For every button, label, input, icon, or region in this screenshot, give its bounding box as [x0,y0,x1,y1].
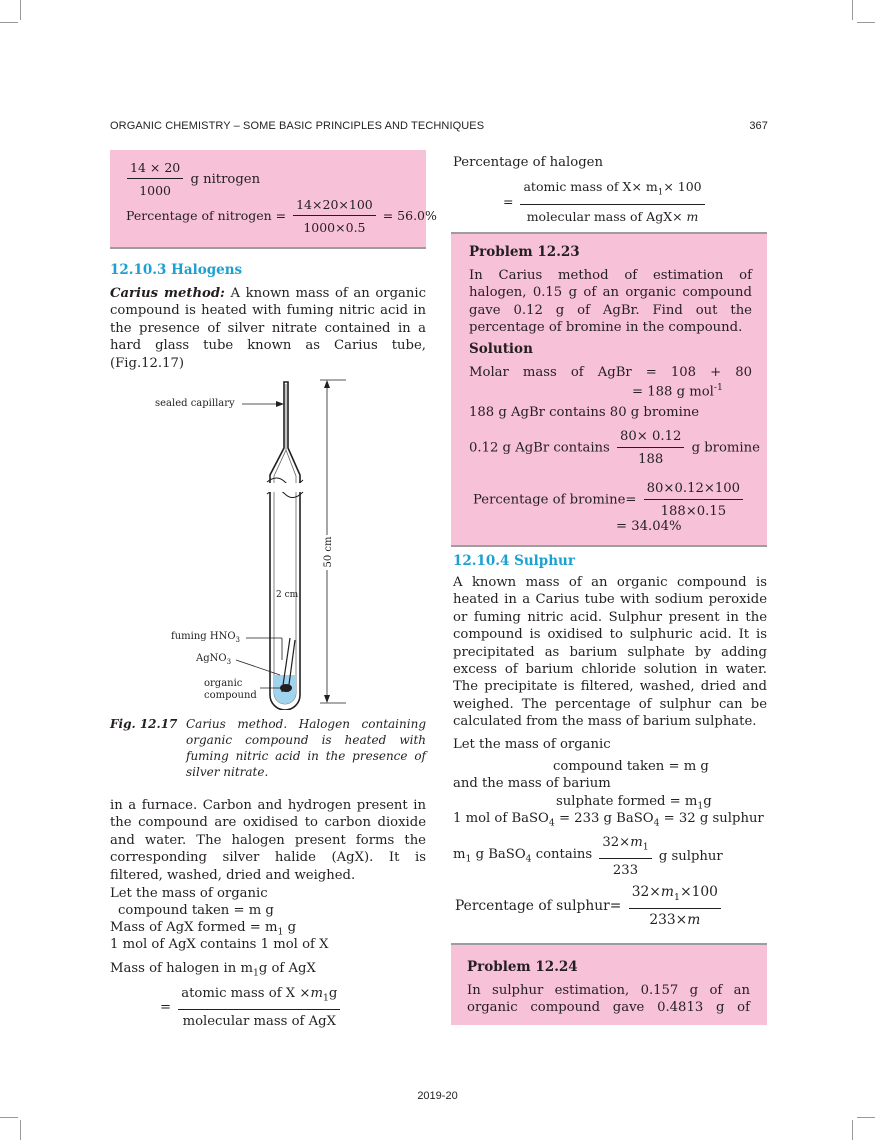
text: contains [531,846,593,862]
crop-mark [0,22,18,23]
text: Mass of halogen in m [110,961,253,976]
fuming-hno3-label [171,631,240,646]
pointer-line [236,660,280,675]
result: = 56.0% [382,207,437,223]
arrowhead [324,380,330,388]
text-line [110,960,316,982]
compound-label: compound [204,690,257,701]
label-text: AgNO [196,653,227,664]
text: g [287,920,297,935]
carius-tube-figure [110,370,426,710]
running-header [110,120,768,132]
bromine-result: = 34.04% [616,519,682,534]
denominator [524,205,702,225]
arrowhead [324,695,330,703]
crop-mark [0,1117,18,1118]
text: = 32 g sulphur [659,811,764,826]
denominator: 233 [612,863,639,879]
solution-heading: Solution [469,341,533,357]
crop-mark [857,1117,875,1118]
arrowhead [276,401,284,407]
fraction [599,834,651,879]
text-line: 1 mol of AgX contains 1 mol of X [110,937,329,952]
fraction [629,884,721,930]
subscript: 1 [465,853,472,865]
text: 233× [649,912,688,929]
fraction [178,985,340,1030]
section-heading-halogens: 12.10.3 Halogens [110,262,243,278]
tube-outline [270,382,300,710]
sulphur-percentage-line [455,884,724,930]
halogens-paragraph [110,285,426,372]
bromine-mass-line [469,428,760,469]
numerator [599,834,651,859]
problem-title: Problem 12.24 [467,959,578,975]
denominator: molecular mass of AgX [182,1014,336,1030]
text: g [328,986,338,1001]
subscript: 4 [548,817,555,829]
text: g [703,794,712,809]
text: g of AgX [258,961,316,976]
agno3-label [196,653,231,668]
numerator: 80×0.12×100 [644,480,743,500]
text-line: Let the mass of organic [453,737,611,752]
text: 32× [602,835,631,850]
text: × 100 [663,179,702,194]
text: 32× [631,884,661,900]
subscript: 4 [653,817,660,829]
problem-statement: In Carius method of estimation of halogen, 0.15 g of an organic compound gave 0.12 g of AgBr. Find out the percentage of bromine in the compound. [469,268,752,336]
text: ×100 [680,884,718,900]
denominator: 1000×0.5 [303,220,366,236]
text: × m [672,208,699,224]
unit-text: g nitrogen [190,171,261,187]
bromine-percentage-line [473,480,746,521]
nitrogen-result-box [110,150,437,249]
figure-caption-title: Fig. 12.17 [110,717,178,731]
subscript: 1 [642,841,649,853]
subscript: 1 [252,967,259,979]
numerator: 14 × 20 [127,159,183,179]
fraction [617,428,684,469]
numerator [520,178,704,205]
height-label: 50 cm [323,536,334,568]
denominator: 1000 [139,183,172,199]
text: g BaSO [471,846,526,862]
subscript: 1 [322,992,329,1004]
footer-year: 2019-20 [417,1090,458,1102]
text: m [630,835,643,850]
page-number: 367 [749,120,768,132]
text-line: compound taken = m g [118,903,274,918]
text: molecular mass of AgX [526,208,673,224]
denominator: 188×0.15 [660,504,727,520]
text-line: Let the mass of organic [110,886,268,901]
section-heading-sulphur: 12.10.4 Sulphur [453,553,575,569]
nitrogen-percentage-line [126,196,437,237]
organic-label: organic [204,678,243,689]
molar-mass-line: Molar mass of AgBr = 108 + 80 [469,365,752,380]
label: Percentage of bromine= [473,492,637,508]
numerator: 80× 0.12 [617,428,684,448]
width-label: 2 cm [276,590,299,600]
subscript: 1 [697,800,704,812]
subscript: 1 [657,187,664,198]
text: g bromine [691,440,760,456]
text: 1 mol of BaSO [453,811,549,826]
break-gap [268,483,302,492]
text-line: compound taken = m g [553,759,709,774]
numerator: 14×20×100 [293,196,376,216]
sulphur-paragraph: A known mass of an organic compound is heated in a Carius tube with sodium peroxide or fuming nitric acid. Sulphur present in the compound is oxidised to sulphuric acid. It is precipitated as barium sulphate by adding excess of barium chloride solution in water. The precipitate is filtered, washed, dried and weighed. The percentage of sulphur can be calculated from the mass of barium sulphate. [453,575,767,730]
text: m [660,884,674,900]
molar-mass-result [632,379,723,401]
text: = 233 g BaSO [554,811,654,826]
text-line [453,810,764,832]
halogen-percentage-formula: = $\frac{atomic mass of X\times m_1\times 100}{\text{molecular mass of AgX× m}}$ [503,178,708,225]
crop-mark [20,0,21,20]
text: Mass of AgX formed = m [110,920,278,935]
fraction [644,480,743,521]
problem-statement: In sulphur estimation, 0.157 g of an organic compound gave 0.4813 g of [467,983,750,1016]
figure-caption-text: Carius method. Halogen containing organic compound is heated with fuming nitric acid in the presence of silver nitrate. [186,717,426,779]
text: 0.12 g AgBr contains [469,440,610,456]
text: atomic mass of X [181,986,296,1001]
text-line: and the mass of barium [453,776,611,791]
text: m [687,912,701,929]
text: atomic mass of X [523,179,632,194]
halogen-process-paragraph: in a furnace. Carbon and hydrogen present in the compound are oxidised to carbon dioxide and water. The halogen present forms the corresponding silver halide (AgX). It is filtered, washed, dried and weighed. [110,798,426,883]
label: Percentage of sulphur= [455,898,622,915]
problem-12-24-box [451,943,767,1025]
denominator: 188 [638,452,664,468]
contains-line: 188 g AgBr contains 80 g bromine [469,405,700,420]
halogen-mass-formula: = $\frac{atomic mass of X \times m_1g}{\text{molecular mass of AgX}}$ [160,985,343,1030]
fraction [127,159,183,200]
crop-mark [852,1120,853,1140]
sealed-capillary-label: sealed capillary [155,398,235,409]
subscript: 1 [277,926,284,938]
text: m [453,846,466,862]
label-text: fuming HNO [171,631,236,642]
numerator [629,884,721,909]
subscript: 1 [673,891,681,903]
text: = 188 g mol [632,384,714,400]
paragraph-text: A known mass of an organic compound is heated with fuming nitric acid in the presence of silver nitrate contained in a hard glass tube known as Carius tube, (Fig.12.17) [110,286,426,371]
superscript: -1 [713,382,723,393]
text: × m [631,179,658,194]
fraction [293,196,376,237]
subscript: 3 [235,636,240,644]
crop-mark [852,0,853,20]
nitrogen-mass-line [124,159,260,200]
subscript: 3 [226,658,232,666]
denominator [646,909,703,929]
text: g sulphur [658,849,723,865]
subscript: 4 [525,853,532,865]
label: Percentage of nitrogen = [126,207,287,223]
problem-title: Problem 12.23 [469,244,580,260]
crop-mark [857,22,875,23]
header-title: ORGANIC CHEMISTRY – SOME BASIC PRINCIPLES AND TECHNIQUES [110,120,485,132]
sulphur-mass-line [453,834,723,879]
problem-12-23-box [451,232,767,547]
numerator [178,985,340,1010]
crop-mark [20,1120,21,1140]
text: sulphate formed = m [556,794,698,809]
text: × [299,986,311,1001]
fraction [520,178,704,225]
text-line: Percentage of halogen [453,155,603,170]
text: m [310,986,323,1001]
lead-term: Carius method: [110,286,225,301]
